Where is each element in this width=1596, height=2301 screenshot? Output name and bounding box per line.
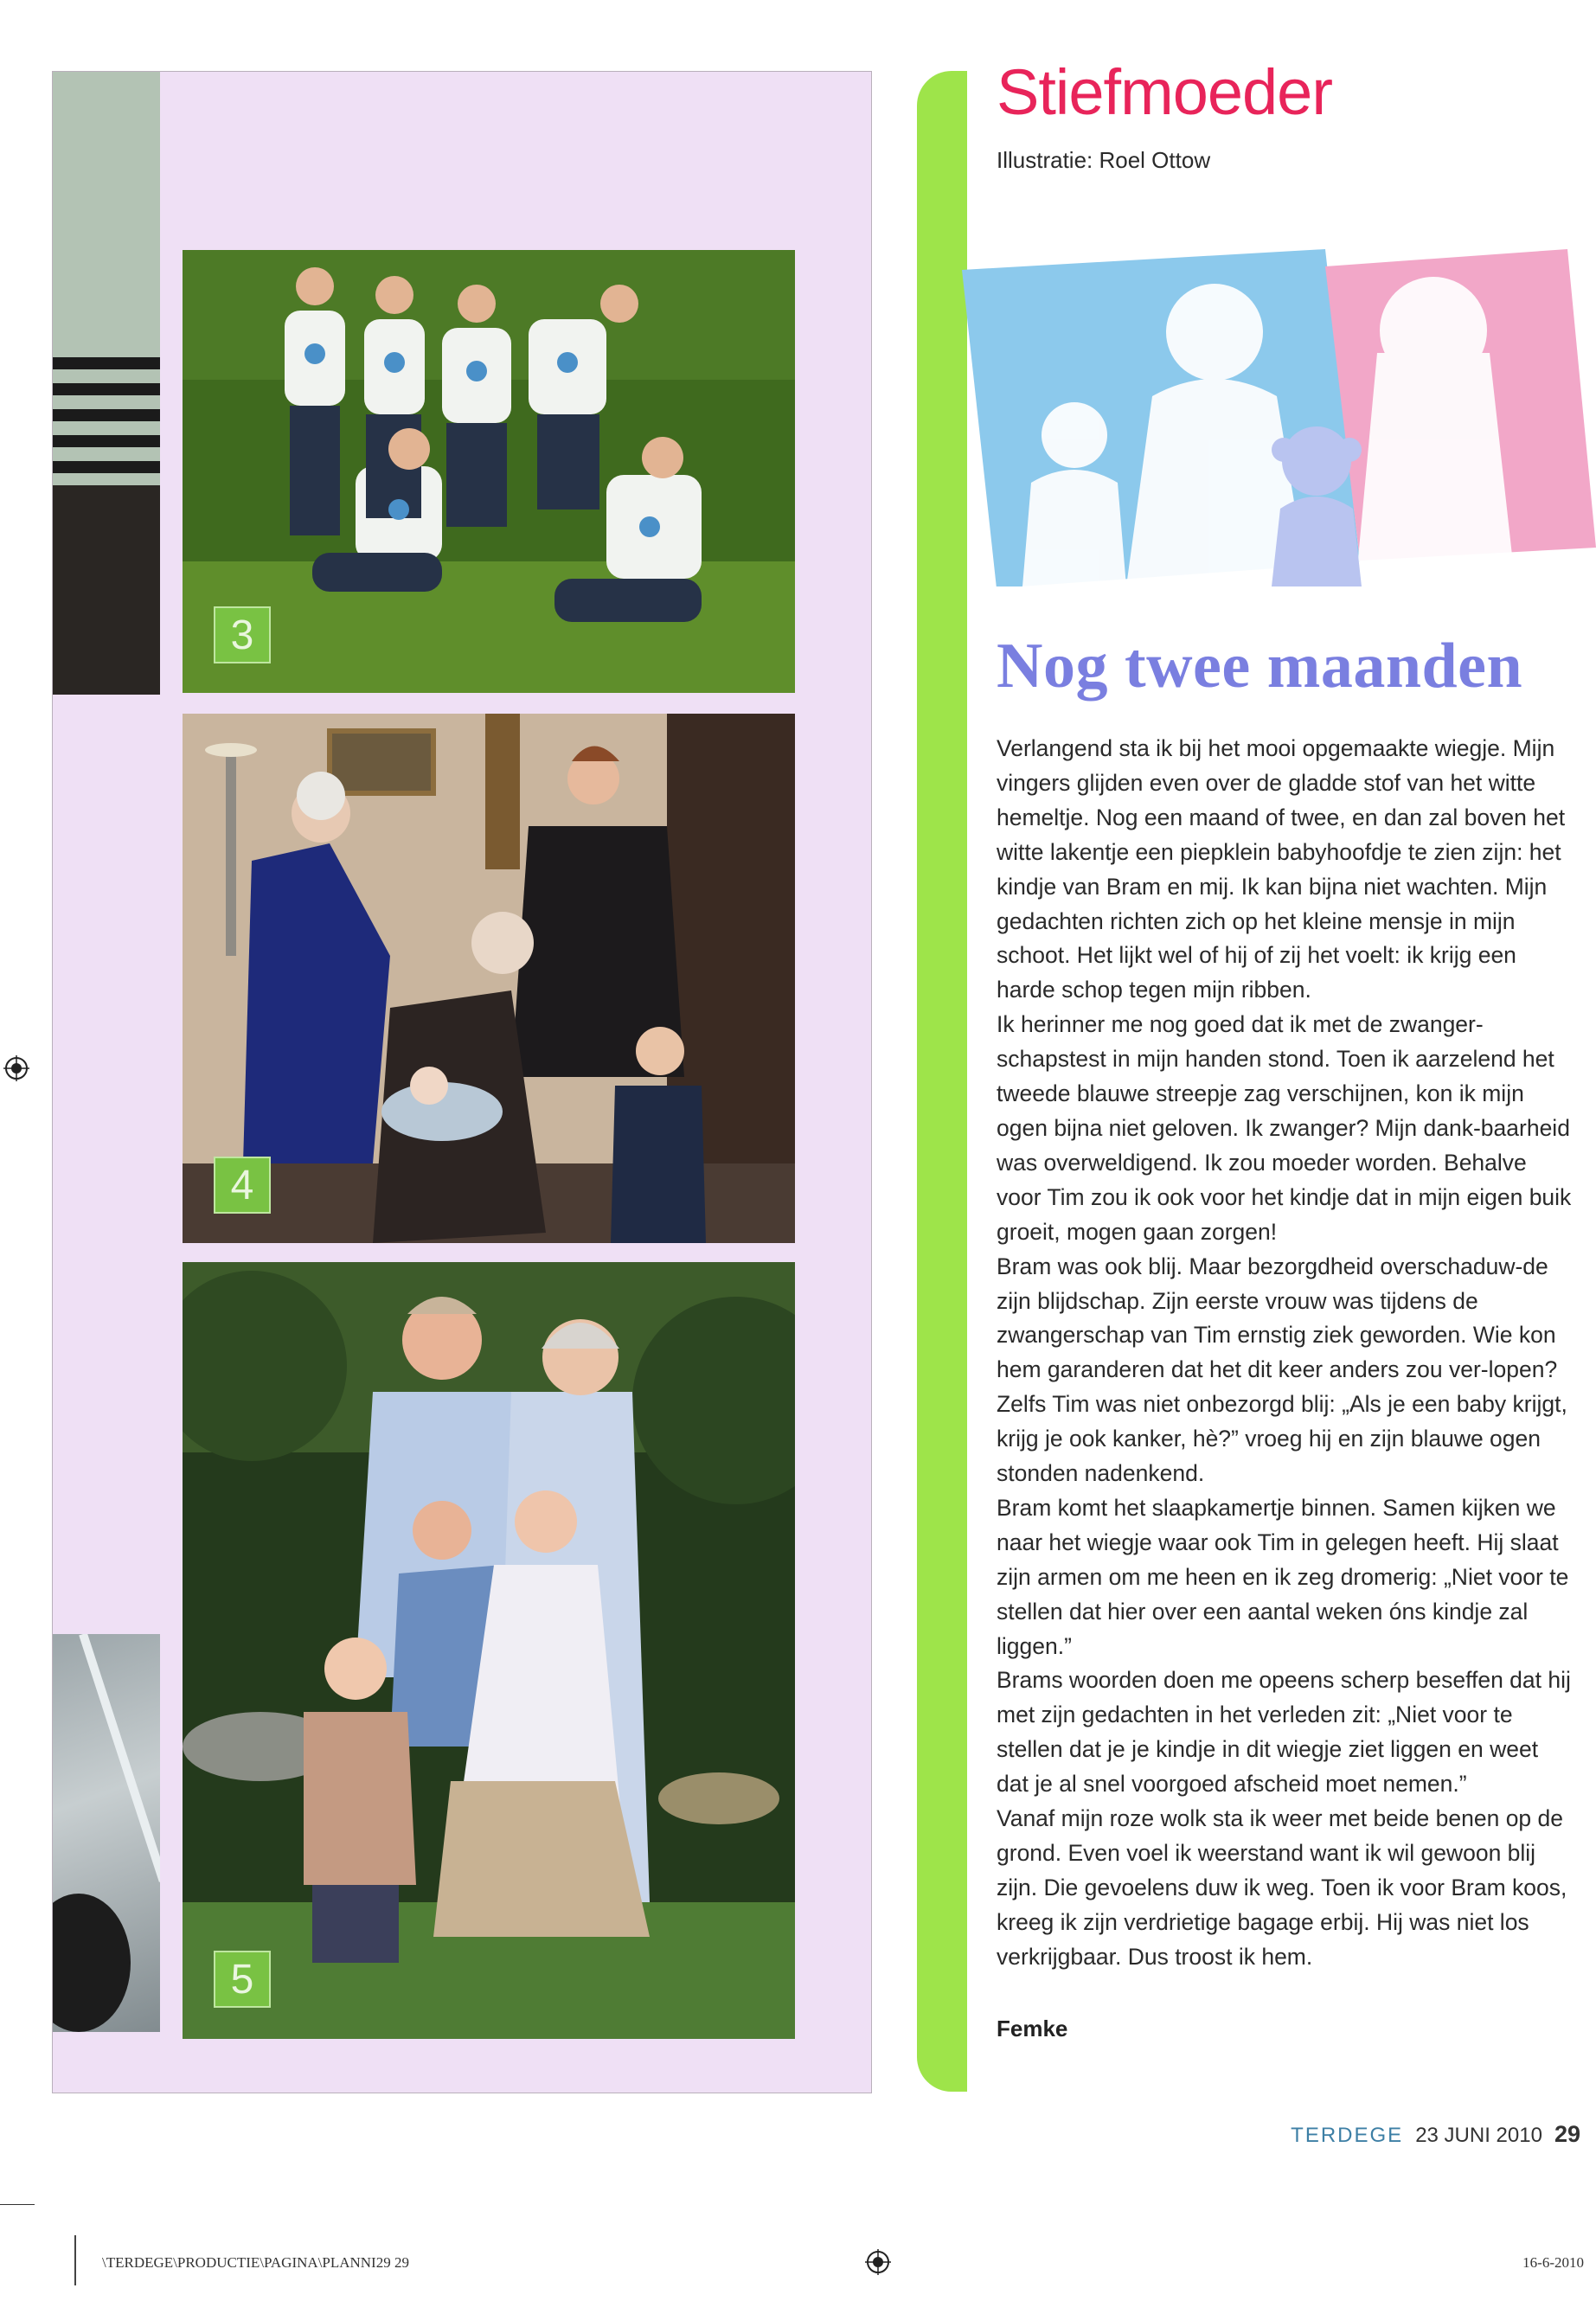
cropped-photo-strip-top bbox=[53, 72, 160, 695]
photo-panel bbox=[52, 71, 872, 2093]
article-paragraph: Ik herinner me nog goed dat ik met de zwanger-schapstest in mijn handen stond. Toen ik aarzelend het tweede blauwe streepje zag verschijnen, kon ik mijn ogen bijna niet geloven. Ik zwanger? Mijn dank-baarheid was overweldigend. Ik zou moeder worden. Behalve voor Tim zou ik ook voor het kindje dat in mijn eigen buik groeit, mogen gaan zorgen! bbox=[997, 1011, 1572, 1245]
photo-family-garden bbox=[183, 1262, 795, 2039]
photo-family-indoor bbox=[183, 714, 795, 1243]
photo-number-badge: 4 bbox=[214, 1157, 271, 1214]
registration-mark-icon bbox=[865, 2249, 891, 2275]
photo-family-indoor-image bbox=[183, 714, 795, 1243]
article-paragraph: Verlangend sta ik bij het mooi opgemaakte wiegje. Mijn vingers glijden even over de gladde stof van het witte hemeltje. Nog een maand of twee, en dan zal boven het witte lakentje een piepklein babyhoofdje te zien zijn: het kindje van Bram en mij. Ik kan bijna niet wachten. Mijn gedachten richten zich op het kleine mensje in mijn schoot. Het lijkt wel of hij of zij het voelt: ik krijg een harde schop tegen mijn ribben. bbox=[997, 735, 1566, 1003]
cropped-photo-strip-bottom bbox=[53, 1634, 160, 2032]
crop-mark bbox=[0, 2204, 35, 2205]
slug-date: 16-6-2010 bbox=[1522, 2254, 1584, 2271]
slug-file-path: \TERDEGE\PRODUCTIE\PAGINA\PLANNI29 29 bbox=[102, 2254, 409, 2271]
magazine-name: TERDEGE bbox=[1291, 2124, 1404, 2147]
photo-number-badge: 3 bbox=[214, 606, 271, 663]
column-title: Stiefmoeder bbox=[997, 56, 1332, 128]
photo-family-garden-image bbox=[183, 1262, 795, 2039]
article-paragraph: Vanaf mijn roze wolk sta ik weer met beide benen op de grond. Even voel ik weerstand want ik wil gewoon blij zijn. Die gevoelens duw ik weg. Toen ik voor Bram koos, kreeg ik zijn verdrietige bagage erbij. Hij was niet los verkrijgbaar. Dus troost ik hem. bbox=[997, 1805, 1567, 1970]
photo-group-grass bbox=[183, 250, 795, 693]
issue-date: 23 JUNI 2010 bbox=[1415, 2124, 1542, 2147]
page-number: 29 bbox=[1554, 2121, 1580, 2147]
article-paragraph: Brams woorden doen me opeens scherp beseffen dat hij met zijn gedachten in het verleden zit: „Niet voor te stellen dat je je kindje in dit wiegje ziet liggen en weet dat je al snel voorgoed afscheid moet nemen.” bbox=[997, 1667, 1571, 1798]
slug-divider bbox=[74, 2235, 76, 2285]
page-footer bbox=[1291, 2121, 1580, 2148]
column-accent-bar bbox=[917, 71, 967, 2092]
article-author: Femke bbox=[997, 2016, 1068, 2041]
article-body bbox=[997, 732, 1574, 1975]
photo-group-grass-image bbox=[183, 250, 795, 693]
article-paragraph: Bram was ook blij. Maar bezorgdheid overschaduw-de zijn blijdschap. Zijn eerste vrouw was tijdens de zwangerschap van Tim ernstig ziek geworden. Wie kon hem garanderen dat het dit keer anders zou ver-lopen? Zelfs Tim was niet onbezorgd blij: „Als je een baby krijgt, krijg je ook kanker, hè?” vroeg hij en zijn blauwe ogen stonden nadenkend. bbox=[997, 1253, 1567, 1487]
article-headline: Nog twee maanden bbox=[997, 631, 1523, 702]
silhouette-illustration bbox=[962, 249, 1596, 586]
family-silhouette-image bbox=[962, 249, 1596, 586]
registration-mark-icon bbox=[3, 1055, 29, 1081]
illustration-credit: Illustratie: Roel Ottow bbox=[997, 147, 1211, 173]
article-paragraph: Bram komt het slaapkamertje binnen. Samen kijken we naar het wiegje waar ook Tim in gelegen heeft. Hij slaat zijn armen om me heen en ik zeg dromerig: „Niet voor te stellen dat hier over een aantal weken óns kindje zal liggen.” bbox=[997, 1494, 1569, 1659]
photo-number-badge: 5 bbox=[214, 1951, 271, 2008]
